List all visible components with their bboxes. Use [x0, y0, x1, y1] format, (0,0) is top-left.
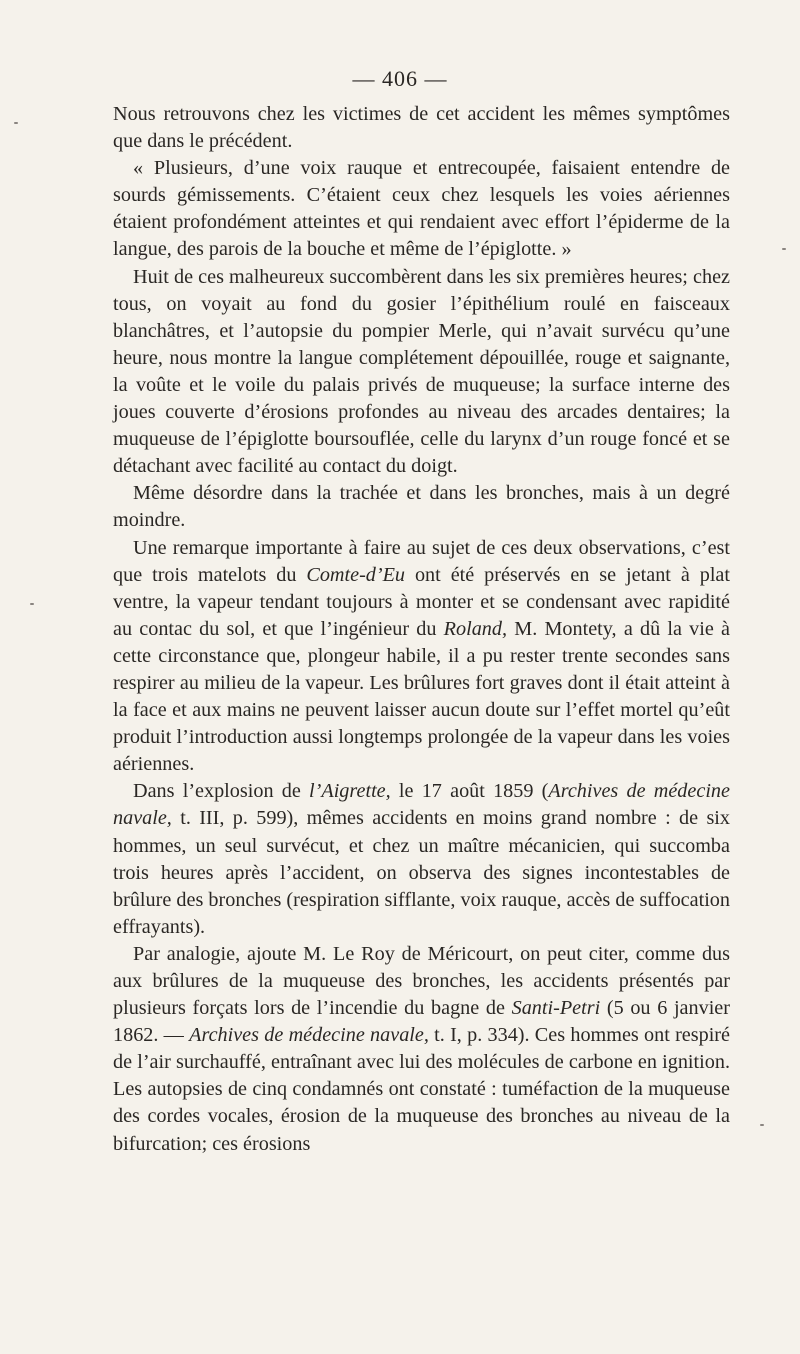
scan-speck [760, 1124, 764, 1126]
italic-text: Archives de médecine navale, [113, 780, 730, 830]
text-run: M. Montety, a dû la vie à cette circonstance que, plongeur habile, il a pu rester trente secondes sans respirer au milieu de la vapeur. Les brûlures fort graves dont il était atteint à la face et aux mains ne peuvent laisser aucun doute sur l’effet mortel qu’eût produit l’introduction aussi longtemps prolongée de la vapeur dans les voies aériennes. [113, 617, 730, 776]
text-run: « Plusieurs, d’une voix rauque et entrecoupée, faisaient entendre de sourds gémissements. C’étaient ceux chez lesquels les voies aériennes étaient profondément atteintes et qui rendaient avec effort l’épiderme de la langue, des parois de la bouche et même de l’épiglotte. » [113, 157, 730, 261]
text-run: Par analogie, ajoute M. Le Roy de Méricourt, on peut citer, comme dus aux brûlures de la muqueuse des bronches, les accidents présentés par plusieurs forçats lors de l’incendie du bagne de [113, 942, 730, 1020]
paragraph [113, 941, 730, 1158]
text-run: ont été préservés en se jetant à plat ventre, la vapeur tendant toujours à monter et se condensant avec rapidité au contac du sol, et que l’ingénieur du [113, 563, 730, 640]
paragraph [113, 480, 730, 534]
paragraph [113, 535, 730, 779]
body-text [113, 101, 730, 1158]
text-run: Dans l’explosion de [133, 780, 310, 803]
text-run: t. I, p. 334). Ces hommes ont respiré de l’air surchauffé, entraînant avec lui des molécules de carbone en ignition. Les autopsies de cinq condamnés ont constaté : tuméfaction de la muqueuse des cordes vocales, érosion de la muqueuse des bronches au niveau de la bifurcation; ces érosions [113, 1024, 730, 1155]
paragraph [113, 778, 730, 941]
text-run: Huit de ces malheureux succombèrent dans les six premières heures; chez tous, on voyait au fond du gosier l’épithélium roulé en faisceaux blanchâtres, et l’autopsie du pompier Merle, qui n’avait survécu qu’une heure, nous montre la langue complétement dépouillée, rouge et saignante, la voûte et le voile du palais privés de muqueuse; la surface interne des joues couverte d’érosions profondes au niveau des arcades dentaires; la muqueuse de l’épiglotte boursouflée, celle du larynx d’un rouge foncé et se détachant avec facilité au contact du doigt. [113, 265, 730, 478]
scan-speck [782, 248, 786, 250]
italic-text: Roland, [443, 617, 508, 640]
text-run: Nous retrouvons chez les victimes de cet accident les mêmes symptômes que dans le précédent. [113, 103, 730, 153]
scan-speck [30, 603, 34, 605]
paragraph [113, 155, 730, 263]
paragraph [113, 264, 730, 481]
text-run: Même désordre dans la trachée et dans les bronches, mais à un degré moindre. [113, 482, 730, 532]
page-number: — 406 — [352, 66, 448, 91]
text-run: le 17 août 1859 ( [390, 780, 549, 803]
italic-text: l’Aigrette, [309, 780, 391, 803]
italic-text: Archives de médecine navale, [189, 1024, 429, 1047]
italic-text: Comte-d’Eu [306, 563, 406, 586]
italic-text: Santi-Petri [511, 997, 601, 1020]
paragraph [113, 101, 730, 155]
text-run: Une remarque importante à faire au sujet de ces deux observations, c’est que trois matelots du [113, 536, 730, 586]
scan-speck [14, 122, 18, 124]
text-run: t. III, p. 599), mêmes accidents en moins grand nombre : de six hommes, un seul survécut, et chez un maître mécanicien, qui succomba trois heures après l’accident, on observa des signes incontestables de brûlure des bronches (respiration sifflante, voix rauque, accès de suffocation effrayants). [113, 807, 730, 938]
text-run: (5 ou 6 janvier 1862. — [113, 997, 730, 1047]
